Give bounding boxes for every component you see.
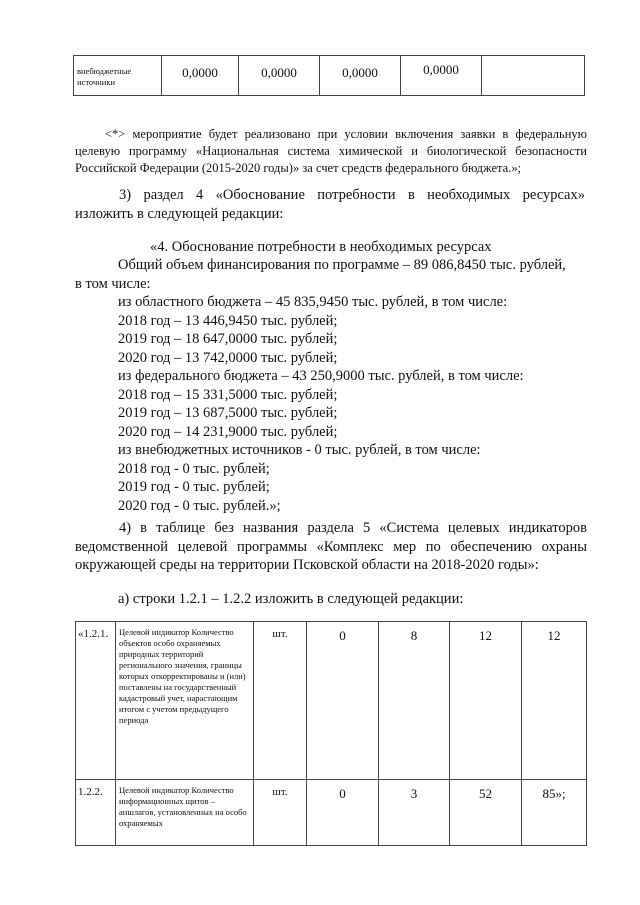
indicator-description-cell — [116, 622, 254, 780]
value: 8 — [410, 628, 418, 643]
indicator-table — [75, 621, 587, 846]
row-label-cell — [74, 56, 162, 96]
section-4-title: «4. Обоснование потребности в необходимых ресурсах — [150, 239, 492, 255]
value-cell — [401, 56, 482, 96]
funding-line: 2018 год – 15 331,5000 тыс. рублей; — [118, 386, 338, 403]
value-cell — [379, 622, 450, 780]
funding-line: 2019 год – 13 687,5000 тыс. рублей; — [118, 405, 338, 421]
row-label: внебюджетные источники — [77, 66, 132, 87]
value-cell — [450, 780, 522, 846]
funding-line: 2020 год - 0 тыс. рублей.»; — [118, 497, 281, 514]
item-3-paragraph: 3) раздел 4 «Обоснование потребности в необходимых ресурсах» изложить в следующей редакции: — [75, 187, 585, 222]
value-cell — [162, 56, 239, 96]
row-number: 1.2.2. — [78, 786, 103, 798]
unit: шт. — [272, 786, 288, 798]
funding-line: 2019 год – 18 647,0000 тыс. рублей; — [118, 331, 338, 347]
indicator-description: Целевой индикатор Количество информационных щитов – аншлагов, установленных на особо охраняемых — [119, 785, 247, 828]
footnote: <*> мероприятие будет реализовано при условии включения заявки в федеральную целевую программу «Национальная система химической и биологической безопасности Российской Федерации (2015-2020 годы)» за счет средств федерального бюджета.»; — [75, 127, 587, 175]
funding-line: 2019 год - 0 тыс. рублей; — [118, 479, 270, 495]
table-row — [76, 780, 587, 846]
value-cell — [522, 622, 587, 780]
funding-line: 2018 год - 0 тыс. рублей; — [118, 460, 270, 477]
value: 0,0000 — [342, 65, 378, 80]
funding-breakdown — [118, 293, 524, 515]
item-4-paragraph: 4) в таблице без названия раздела 5 «Система целевых индикаторов ведомственной целевой программы «Комплекс мер по обеспечению охраны окружающей среды на территории Псковской области на 2018-2020 годы»: — [75, 520, 587, 573]
value-cell — [239, 56, 320, 96]
value: 0 — [339, 628, 346, 643]
funding-line: 2020 год – 14 231,9000 тыс. рублей; — [118, 423, 338, 440]
value: 0,0000 — [261, 65, 297, 80]
indicator-description: Целевой индикатор Количество объектов особо охраняемых природных территорий регионального значения, границы которых откорректированы и (или) поставлены на государственный кадастровый учет, нарастающим итогом с учетом предыдущего периода — [119, 627, 246, 725]
value-cell — [307, 622, 379, 780]
row-number-cell — [76, 622, 116, 780]
row-number-cell — [76, 780, 116, 846]
value: 3 — [410, 786, 418, 801]
value-cell — [320, 56, 401, 96]
value: 85»; — [542, 786, 566, 801]
table-row — [74, 56, 585, 96]
table-row — [76, 622, 587, 780]
value-cell — [307, 780, 379, 846]
value: 0,0000 — [182, 65, 218, 80]
total-funding-line-2: в том числе: — [75, 276, 151, 292]
funding-line: из федерального бюджета – 43 250,9000 тыс. рублей, в том числе: — [118, 368, 524, 384]
budget-table-fragment — [73, 55, 585, 96]
indicator-description-cell — [116, 780, 254, 846]
value: 12 — [479, 628, 492, 643]
row-number: «1.2.1. — [78, 628, 109, 640]
value-cell — [522, 780, 587, 846]
value: 52 — [479, 786, 492, 801]
funding-line: из внебюджетных источников - 0 тыс. рублей, в том числе: — [118, 442, 481, 458]
empty-cell — [482, 56, 585, 96]
value: 12 — [547, 628, 561, 643]
value-cell — [450, 622, 522, 780]
total-funding-line: Общий объем финансирования по программе – 89 086,8450 тыс. рублей, — [118, 257, 566, 273]
funding-line: 2018 год – 13 446,9450 тыс. рублей; — [118, 312, 338, 329]
value: 0,0000 — [423, 62, 459, 77]
unit-cell — [254, 622, 307, 780]
value-cell — [379, 780, 450, 846]
value: 0 — [339, 786, 346, 801]
unit: шт. — [272, 628, 288, 640]
funding-line: из областного бюджета – 45 835,9450 тыс. рублей, в том числе: — [118, 294, 508, 310]
unit-cell — [254, 780, 307, 846]
subitem-a: а) строки 1.2.1 – 1.2.2 изложить в следующей редакции: — [118, 591, 464, 607]
funding-line: 2020 год – 13 742,0000 тыс. рублей; — [118, 349, 338, 366]
